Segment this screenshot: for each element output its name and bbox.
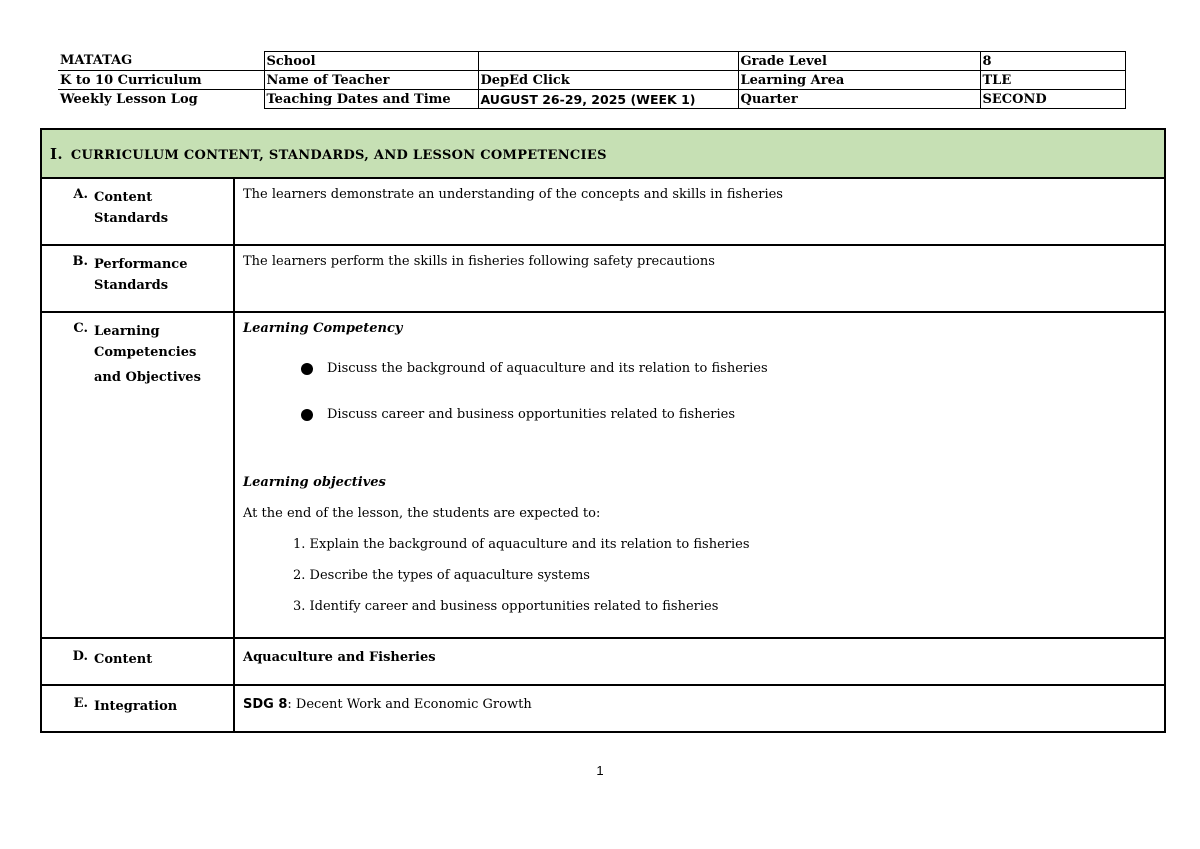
section-header xyxy=(41,129,1165,178)
label-line: Integration xyxy=(94,699,178,714)
learning-area-label: Learning Area xyxy=(738,71,980,90)
header-log-title: Weekly Lesson Log xyxy=(58,90,264,109)
page-number: 1 xyxy=(596,763,604,778)
objective-item: 2. Describe the types of aquaculture systems xyxy=(293,568,590,583)
grade-level-label: Grade Level xyxy=(738,52,980,71)
row-letter: C. xyxy=(73,321,88,336)
section-numeral: I. xyxy=(50,144,63,163)
content-label xyxy=(41,638,234,685)
performance-standards-label xyxy=(41,245,234,312)
quarter-label: Quarter xyxy=(738,90,980,109)
label-line: Content xyxy=(94,190,153,205)
objective-item: 1. Explain the background of aquaculture and its relation to fisheries xyxy=(293,537,750,552)
integration-label xyxy=(41,685,234,732)
row-letter: E. xyxy=(73,696,88,711)
label-line: and Objectives xyxy=(94,370,201,385)
competency-item xyxy=(301,406,1164,424)
header-table xyxy=(58,51,1126,109)
label-line: Standards xyxy=(94,211,169,226)
integration-content xyxy=(234,685,1165,732)
objective-item: 3. Identify career and business opportunities related to fisheries xyxy=(293,599,719,614)
content-standards-label xyxy=(41,178,234,245)
learning-area-value: TLE xyxy=(980,71,1125,90)
row-content-standards xyxy=(41,178,1165,245)
row-performance-standards xyxy=(41,245,1165,312)
section-header-row xyxy=(41,129,1165,178)
row-learning-competencies xyxy=(41,312,1165,638)
bullet-icon xyxy=(301,363,313,375)
label-line: Standards xyxy=(94,278,169,293)
learning-competencies-label xyxy=(41,312,234,638)
label-line: Learning xyxy=(94,324,160,339)
school-value xyxy=(478,52,738,71)
content-standards-text: The learners demonstrate an understanding of the concepts and skills in fisheries xyxy=(234,178,1165,245)
grade-level-value: 8 xyxy=(980,52,1125,71)
content-text: Aquaculture and Fisheries xyxy=(234,638,1165,685)
school-label: School xyxy=(264,52,478,71)
row-letter: D. xyxy=(72,649,88,664)
section-title: CURRICULUM CONTENT, STANDARDS, AND LESSON COMPETENCIES xyxy=(70,147,607,163)
objectives-intro: At the end of the lesson, the students are expected to: xyxy=(243,506,601,521)
competency-text: Discuss career and business opportunities related to fisheries xyxy=(327,407,736,422)
header-curriculum: K to 10 Curriculum xyxy=(58,71,264,90)
label-line: Content xyxy=(94,652,153,667)
sdg-tag: SDG 8 xyxy=(243,697,288,712)
header-program: MATATAG xyxy=(58,52,264,71)
teacher-value: DepEd Click xyxy=(478,71,738,90)
objectives-heading: Learning objectives xyxy=(243,475,386,490)
label-line: Competencies xyxy=(94,345,197,360)
dates-value: AUGUST 26-29, 2025 (WEEK 1) xyxy=(478,90,738,109)
row-letter: B. xyxy=(72,254,88,269)
lesson-table xyxy=(40,128,1166,733)
quarter-value: SECOND xyxy=(980,90,1125,109)
competency-heading: Learning Competency xyxy=(243,321,403,336)
performance-standards-text: The learners perform the skills in fisheries following safety precautions xyxy=(234,245,1165,312)
row-letter: A. xyxy=(73,187,88,202)
teacher-label: Name of Teacher xyxy=(264,71,478,90)
row-content xyxy=(41,638,1165,685)
label-line: Performance xyxy=(94,257,188,272)
integration-text: : Decent Work and Economic Growth xyxy=(287,697,532,712)
row-integration xyxy=(41,685,1165,732)
competency-item xyxy=(301,360,1164,378)
learning-competencies-content xyxy=(234,312,1165,638)
competency-text: Discuss the background of aquaculture and its relation to fisheries xyxy=(327,361,768,376)
bullet-icon xyxy=(301,409,313,421)
dates-label: Teaching Dates and Time xyxy=(264,90,478,109)
